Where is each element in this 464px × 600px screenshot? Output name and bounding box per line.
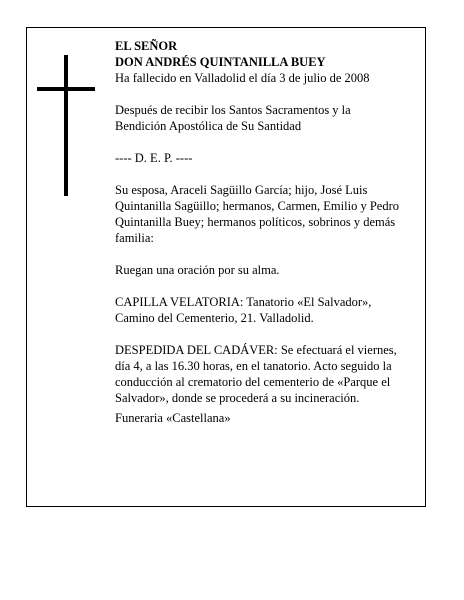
obituary-text [115,38,400,426]
title: EL SEÑOR [115,39,178,53]
farewell-paragraph [115,342,400,406]
chapel-text: Tanatorio «El Salvador», Camino del Cementerio, 21. Valladolid. [115,295,372,325]
chapel-paragraph [115,294,400,326]
cross-icon [64,55,68,196]
death-line: Ha fallecido en Valladolid el día 3 de julio de 2008 [115,71,370,85]
farewell-label: DESPEDIDA DEL CADÁVER: [115,343,278,357]
deceased-name: DON ANDRÉS QUINTANILLA BUEY [115,55,326,69]
cross-icon-bar [37,87,95,91]
funeral-home: Funeraria «Castellana» [115,411,231,425]
rip-line: ---- D. E. P. ---- [115,151,193,165]
family-paragraph: Su esposa, Araceli Sagüillo García; hijo, José Luis Quintanilla Sagüillo; hermanos, Carmen, Emilio y Pedro Quintanilla Buey; hermanos políticos, sobrinos y demás familia: [115,183,399,245]
farewell-text: Se efectuará el viernes, día 4, a las 16.30 horas, en el tanatorio. Acto seguido la conducción al crematorio del cementerio de «Parque el Salvador», donde se procederá a su incineración. [115,343,397,405]
prayer-line: Ruegan una oración por su alma. [115,263,280,277]
chapel-label: CAPILLA VELATORIA: [115,295,244,309]
sacraments-paragraph: Después de recibir los Santos Sacramentos y la Bendición Apostólica de Su Santidad [115,103,351,133]
